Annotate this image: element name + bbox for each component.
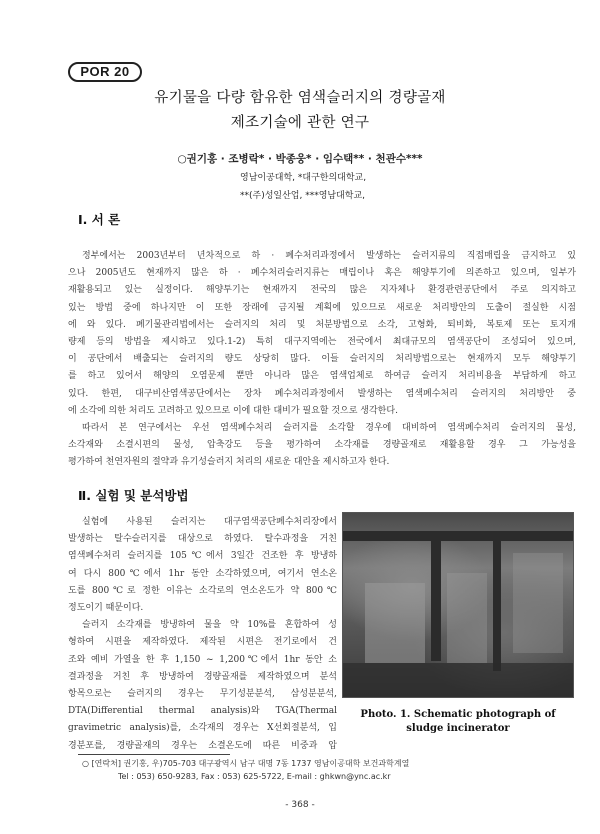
method-line: 정도이기 때문이다. [68, 603, 144, 614]
photo-caption [336, 708, 580, 736]
intro-line: 재활용되고 있는 실정이다. 해양투기는 현재까지 전국의 많은 지자체나 환경관련공단에서 주로 의지하고 [68, 285, 576, 296]
method-line: 도를 800℃로 정한 이유는 소각로의 연소온도가 약 800℃ [68, 585, 337, 596]
footnote-contact-address: ○ [연락처] 권기홍, 우)705-703 대구광역시 남구 대명 7동 1737 영남이공대학 보건과학계열 [82, 759, 410, 768]
introduction-body [68, 248, 576, 472]
intro-line: 량제 등의 방법을 제시하고 있다.1-2) 특히 대구지역에는 전국에서 최대규모의 염색공단이 조성되어 있으며, [68, 337, 576, 348]
page-number: - 368 - [285, 800, 315, 810]
methods-body [68, 514, 337, 755]
method-line: 염색폐수처리 슬러지를 105℃에서 3일간 건조한 후 방냉하 [68, 551, 337, 562]
method-line: 여 다시 800℃에서 1hr 동안 소각하였으며, 여기서 연소온 [68, 568, 337, 579]
intro-line: 으나 2005년도 현재까지 많은 하 · 폐수처리슬러지류는 매립이나 혹은 해양투기에 의존하고 있으며, 일부가 [68, 268, 576, 279]
method-line: gravimetric analysis)를, 소각재의 경우는 X선회절분석, 입 [68, 723, 337, 734]
photo-caption-line-2: sludge incinerator [406, 723, 510, 734]
method-line: 발생하는 탈수슬러지를 대상으로 하였다. 탈수과정을 거친 [68, 534, 337, 545]
poster-number-badge: POR 20 [68, 62, 142, 82]
method-line: DTA(Differential thermal analysis)와 TGA(Thermal [68, 706, 337, 717]
method-line: 경분포를, 경량골재의 경우는 소결온도에 따른 비중과 압 [68, 740, 337, 751]
incinerator-photograph [342, 512, 574, 698]
footnote-contact-phone-email: Tel : 053) 650-9283, Fax : 053) 625-5722, E-mail : ghkwn@ync.ac.kr [118, 772, 391, 781]
intro-line: 있는 방법 중에 하나지만 이 또한 장래에 금지될 계획에 있으므로 새로운 처리방안의 도출이 절실한 시점 [68, 302, 576, 313]
affiliation-line-1: 영남이공대학, *대구한의대학교, [240, 173, 367, 183]
method-line: 슬러지 소각재를 방냉하여 물을 약 10%를 혼합하여 성 [82, 620, 337, 631]
method-line: 결과정을 거친 후 방냉하여 경량골재를 제작하였으며 분석 [68, 671, 337, 682]
section-heading-introduction: Ⅰ. 서 론 [78, 212, 121, 227]
method-line: 항목으로는 슬러지의 경우는 무기성분분석, 삼성분분석, [68, 689, 337, 700]
intro-line: 를 하고 있어서 해양의 오염문제 뿐만 아니라 많은 염색업체로 하여금 슬러지 처리비용을 부담하게 하고 [68, 371, 576, 382]
section-heading-methods: Ⅱ. 실험 및 분석방법 [78, 488, 189, 503]
intro-line: 정부에서는 2003년부터 년차적으로 하 · 폐수처리과정에서 발생하는 슬러지류의 직접매립을 금지하고 있 [82, 251, 576, 261]
intro-line: 있다. 한편, 대구비산염색공단에서는 장차 폐수처리과정에서 발생하는 염색폐수처리 슬러지의 처리방안 중 [68, 388, 576, 399]
paper-title-line-2: 제조기술에 관한 연구 [230, 115, 370, 131]
method-line: 실험에 사용된 슬러지는 대구염색공단폐수처리장에서 [82, 517, 337, 527]
photo-caption-line-1: Photo. 1. Schematic photograph of [360, 709, 556, 720]
affiliation-line-2: **(주)성일산업, ***영남대학교, [240, 191, 366, 201]
footnote-divider [78, 754, 230, 755]
author-list: ○권기홍 · 조병락* · 박종웅* · 임수택** · 천관수*** [177, 153, 423, 165]
intro-line: 소각재와 소결시편의 물성, 압축강도 등을 평가하여 소각재를 경량골재로 재활용할 경우 그 가능성을 [68, 440, 576, 451]
intro-line: 에 소각에 의한 처리도 고려하고 있으므로 이에 대한 대비가 필요할 것으로 생각한다. [68, 405, 398, 416]
intro-line: 이 공단에서 배출되는 슬러지의 량도 상당히 많다. 이들 슬러지의 처리방법으로는 현재까지 모두 해양투기 [68, 354, 576, 365]
intro-line: 평가하여 천연자원의 절약과 유기성슬러지 처리의 새로운 대안을 제시하고자 한다. [68, 457, 390, 468]
intro-line: 따라서 본 연구에서는 우선 염색폐수처리 슬러지를 소각할 경우에 대비하여 염색폐수처리 슬러지의 물성, [82, 423, 576, 434]
paper-title-line-1: 유기물을 다량 함유한 염색슬러지의 경량골재 [154, 90, 446, 106]
method-line: 조와 예비 가열을 한 후 1,150 ~ 1,200℃에서 1hr 동안 소 [68, 654, 337, 665]
intro-line: 에 와 있다. 폐기물관리법에서는 슬러지의 처리 및 처분방법으로 소각, 고형화, 퇴비화, 복토제 또는 토지개 [68, 319, 576, 330]
method-line: 형하여 시편을 제작하였다. 제작된 시편은 전기로에서 건 [68, 637, 337, 648]
